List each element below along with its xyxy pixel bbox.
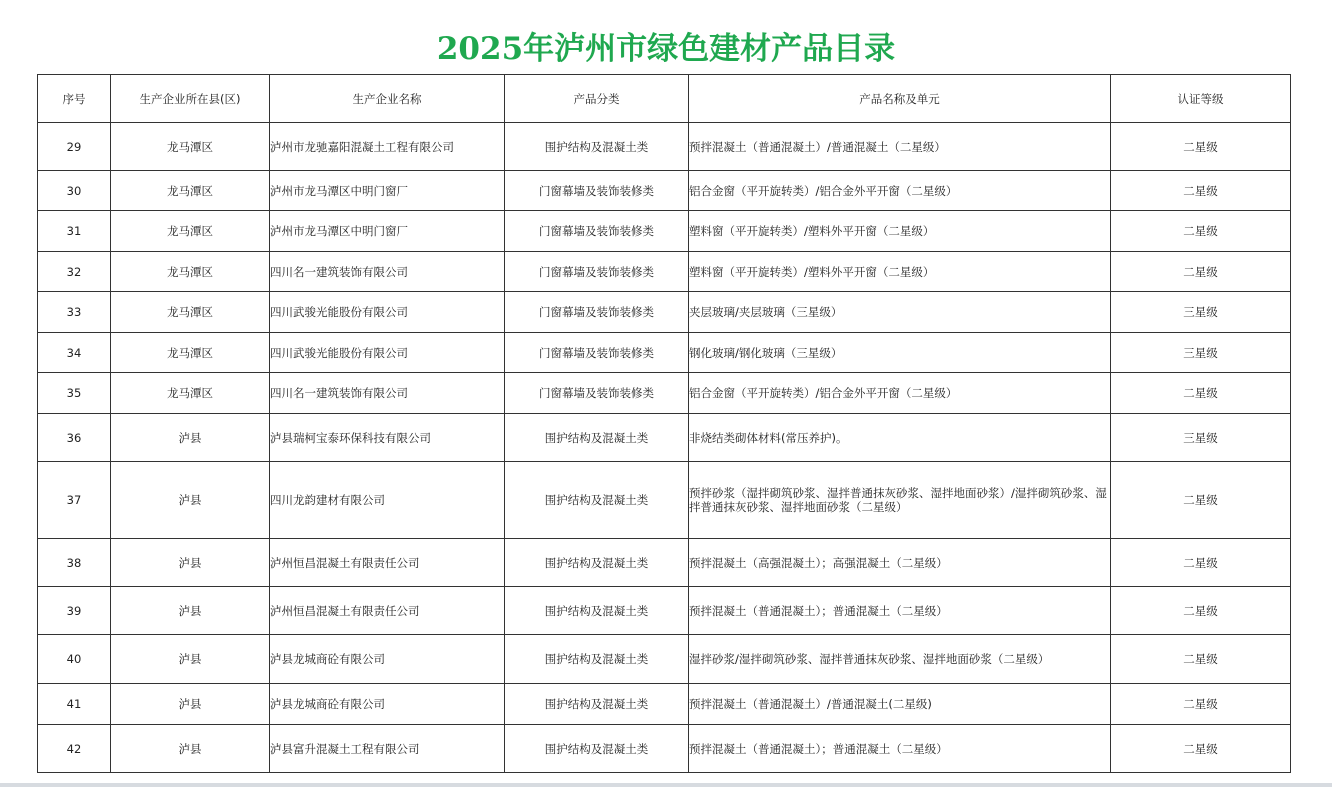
cell-grade: 二星级 <box>1111 725 1291 773</box>
table-row <box>38 684 1291 725</box>
cell-category: 门窗幕墙及装饰装修类 <box>505 211 689 252</box>
cell-company: 四川武骏光能股份有限公司 <box>270 292 505 333</box>
cell-seq: 38 <box>38 539 111 587</box>
cell-grade: 三星级 <box>1111 414 1291 462</box>
cell-category: 围护结构及混凝土类 <box>505 123 689 171</box>
cell-seq: 40 <box>38 635 111 684</box>
cell-product: 预拌混凝土（高强混凝土）；高强混凝土（二星级） <box>689 539 1111 587</box>
header-grade: 认证等级 <box>1111 75 1291 123</box>
cell-seq: 32 <box>38 252 111 292</box>
cell-county: 泸县 <box>111 635 270 684</box>
cell-grade: 三星级 <box>1111 333 1291 373</box>
cell-grade: 二星级 <box>1111 252 1291 292</box>
table-row <box>38 211 1291 252</box>
table-row <box>38 373 1291 414</box>
cell-seq: 37 <box>38 462 111 539</box>
cell-seq: 31 <box>38 211 111 252</box>
cell-grade: 二星级 <box>1111 462 1291 539</box>
cell-category: 门窗幕墙及装饰装修类 <box>505 373 689 414</box>
cell-company: 泸县龙城商砼有限公司 <box>270 684 505 725</box>
cell-county: 龙马潭区 <box>111 333 270 373</box>
cell-county: 泸县 <box>111 539 270 587</box>
cell-county: 泸县 <box>111 725 270 773</box>
cell-company: 泸州市龙马潭区中明门窗厂 <box>270 211 505 252</box>
cell-county: 泸县 <box>111 462 270 539</box>
cell-company: 四川龙韵建材有限公司 <box>270 462 505 539</box>
cell-product: 预拌混凝土（普通混凝土）；普通混凝土（二星级） <box>689 587 1111 635</box>
cell-seq: 34 <box>38 333 111 373</box>
cell-category: 门窗幕墙及装饰装修类 <box>505 333 689 373</box>
cell-product: 非烧结类砌体材料(常压养护)。 <box>689 414 1111 462</box>
cell-product: 预拌混凝土（普通混凝土）/普通混凝土（二星级） <box>689 123 1111 171</box>
table-header-row <box>38 75 1291 123</box>
table-row <box>38 292 1291 333</box>
header-category: 产品分类 <box>505 75 689 123</box>
cell-county: 龙马潭区 <box>111 292 270 333</box>
cell-category: 围护结构及混凝土类 <box>505 635 689 684</box>
header-product: 产品名称及单元 <box>689 75 1111 123</box>
cell-company: 泸县瑞柯宝泰环保科技有限公司 <box>270 414 505 462</box>
cell-product: 塑料窗（平开旋转类）/塑料外平开窗（二星级） <box>689 252 1111 292</box>
cell-grade: 二星级 <box>1111 587 1291 635</box>
cell-company: 泸县富升混凝土工程有限公司 <box>270 725 505 773</box>
cell-county: 龙马潭区 <box>111 252 270 292</box>
cell-company: 四川名一建筑装饰有限公司 <box>270 373 505 414</box>
cell-category: 围护结构及混凝土类 <box>505 539 689 587</box>
cell-grade: 二星级 <box>1111 171 1291 211</box>
cell-product: 预拌砂浆（湿拌砌筑砂浆、湿拌普通抹灰砂浆、湿拌地面砂浆）/湿拌砌筑砂浆、湿拌普通抹灰砂浆、湿拌地面砂浆（二星级） <box>689 462 1111 539</box>
cell-product: 夹层玻璃/夹层玻璃（三星级） <box>689 292 1111 333</box>
cell-category: 围护结构及混凝土类 <box>505 684 689 725</box>
table-row <box>38 123 1291 171</box>
cell-seq: 36 <box>38 414 111 462</box>
cell-county: 泸县 <box>111 587 270 635</box>
cell-product: 预拌混凝土（普通混凝土）；普通混凝土（二星级） <box>689 725 1111 773</box>
table-row <box>38 587 1291 635</box>
cell-county: 龙马潭区 <box>111 123 270 171</box>
page-title: 2025年泸州市绿色建材产品目录 <box>436 31 896 67</box>
cell-county: 泸县 <box>111 684 270 725</box>
table-row <box>38 635 1291 684</box>
cell-county: 龙马潭区 <box>111 211 270 252</box>
header-seq: 序号 <box>38 75 111 123</box>
cell-category: 门窗幕墙及装饰装修类 <box>505 252 689 292</box>
cell-product: 预拌混凝土（普通混凝土）/普通混凝土(二星级) <box>689 684 1111 725</box>
cell-company: 泸州市龙马潭区中明门窗厂 <box>270 171 505 211</box>
cell-county: 龙马潭区 <box>111 171 270 211</box>
cell-grade: 二星级 <box>1111 211 1291 252</box>
cell-product: 铝合金窗（平开旋转类）/铝合金外平开窗（二星级） <box>689 373 1111 414</box>
cell-seq: 30 <box>38 171 111 211</box>
header-company: 生产企业名称 <box>270 75 505 123</box>
cell-category: 围护结构及混凝土类 <box>505 725 689 773</box>
cell-category: 门窗幕墙及装饰装修类 <box>505 292 689 333</box>
table-row <box>38 414 1291 462</box>
cell-category: 门窗幕墙及装饰装修类 <box>505 171 689 211</box>
header-county: 生产企业所在县(区) <box>111 75 270 123</box>
cell-company: 泸州恒昌混凝土有限责任公司 <box>270 587 505 635</box>
table-row <box>38 462 1291 539</box>
cell-category: 围护结构及混凝土类 <box>505 414 689 462</box>
cell-seq: 42 <box>38 725 111 773</box>
cell-county: 龙马潭区 <box>111 373 270 414</box>
cell-seq: 39 <box>38 587 111 635</box>
cell-company: 四川武骏光能股份有限公司 <box>270 333 505 373</box>
cell-seq: 35 <box>38 373 111 414</box>
cell-product: 湿拌砂浆/湿拌砌筑砂浆、湿拌普通抹灰砂浆、湿拌地面砂浆（二星级） <box>689 635 1111 684</box>
cell-company: 泸县龙城商砼有限公司 <box>270 635 505 684</box>
cell-product: 铝合金窗（平开旋转类）/铝合金外平开窗（二星级） <box>689 171 1111 211</box>
cell-grade: 二星级 <box>1111 123 1291 171</box>
cell-category: 围护结构及混凝土类 <box>505 587 689 635</box>
cell-product: 塑料窗（平开旋转类）/塑料外平开窗（二星级） <box>689 211 1111 252</box>
cell-seq: 33 <box>38 292 111 333</box>
cell-grade: 三星级 <box>1111 292 1291 333</box>
cell-company: 四川名一建筑装饰有限公司 <box>270 252 505 292</box>
cell-grade: 二星级 <box>1111 684 1291 725</box>
cell-grade: 二星级 <box>1111 635 1291 684</box>
cell-category: 围护结构及混凝土类 <box>505 462 689 539</box>
cell-seq: 29 <box>38 123 111 171</box>
catalog-table <box>37 74 1291 773</box>
cell-product: 钢化玻璃/钢化玻璃（三星级） <box>689 333 1111 373</box>
cell-grade: 二星级 <box>1111 373 1291 414</box>
table-row <box>38 725 1291 773</box>
cell-county: 泸县 <box>111 414 270 462</box>
table-row <box>38 539 1291 587</box>
cell-grade: 二星级 <box>1111 539 1291 587</box>
table-row <box>38 333 1291 373</box>
cell-seq: 41 <box>38 684 111 725</box>
bottom-divider <box>0 783 1332 787</box>
table-row <box>38 171 1291 211</box>
cell-company: 泸州恒昌混凝土有限责任公司 <box>270 539 505 587</box>
table-row <box>38 252 1291 292</box>
cell-company: 泸州市龙驰嘉阳混凝土工程有限公司 <box>270 123 505 171</box>
